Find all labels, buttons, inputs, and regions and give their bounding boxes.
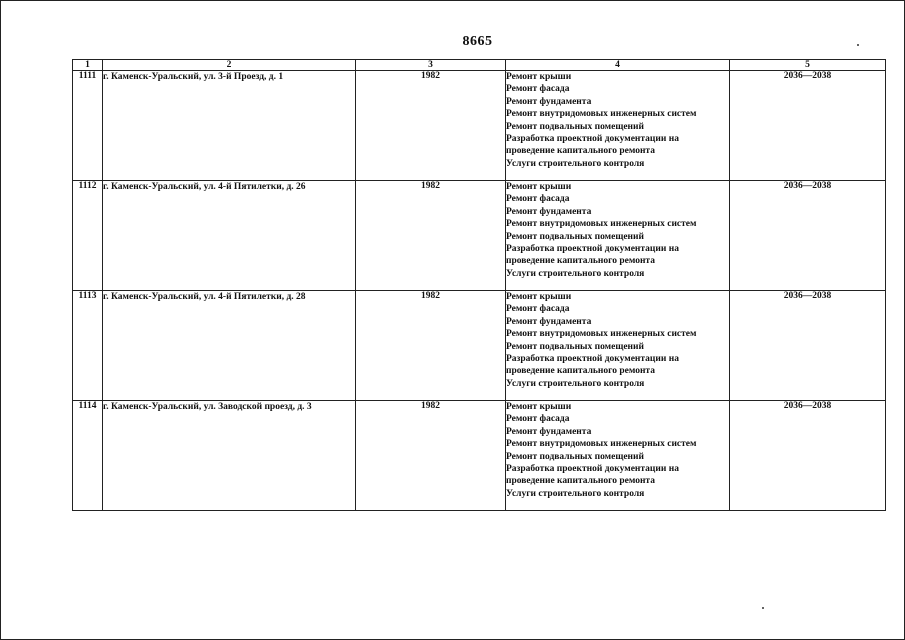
work-item: Ремонт внутридомовых инженерных систем — [506, 219, 697, 230]
work-item: Ремонт фасада — [506, 194, 570, 205]
work-item: Ремонт крыши — [506, 72, 572, 82]
table-row — [73, 181, 886, 291]
table-header-row — [73, 60, 886, 71]
work-item: Ремонт фундамента — [506, 206, 592, 217]
work-item: Разработка проектной документации на — [506, 354, 679, 365]
row-year: 1982 — [356, 401, 506, 511]
row-works — [506, 181, 730, 291]
address-text: г. Каменск-Уральский, ул. 4-й Пятилетки, д. 26 — [103, 182, 306, 192]
work-item: Разработка проектной документации на — [506, 244, 679, 255]
row-address — [103, 181, 356, 291]
work-item: проведение капитального ремонта — [506, 256, 655, 267]
column-header-2: 2 — [103, 60, 356, 71]
column-header-3: 3 — [356, 60, 506, 71]
work-item: Ремонт подвальных помещений — [506, 121, 644, 132]
work-item: Ремонт фундамента — [506, 316, 592, 327]
row-number: 1113 — [73, 291, 103, 401]
row-works — [506, 71, 730, 181]
capital-repair-table — [72, 59, 886, 511]
work-item: Ремонт крыши — [506, 182, 572, 192]
work-item: Ремонт крыши — [506, 292, 572, 302]
row-address — [103, 71, 356, 181]
row-address — [103, 401, 356, 511]
column-header-5: 5 — [730, 60, 886, 71]
row-period: 2036—2038 — [730, 401, 886, 511]
row-year: 1982 — [356, 181, 506, 291]
work-item: Ремонт подвальных помещений — [506, 451, 644, 462]
work-item: проведение капитального ремонта — [506, 146, 655, 157]
column-header-4: 4 — [506, 60, 730, 71]
row-period: 2036—2038 — [730, 71, 886, 181]
work-item: Ремонт подвальных помещений — [506, 341, 644, 352]
work-item: Услуги строительного контроля — [506, 378, 645, 389]
work-item: Разработка проектной документации на — [506, 134, 679, 145]
work-item: Ремонт крыши — [506, 402, 572, 412]
row-number: 1111 — [73, 71, 103, 181]
page-number: 8665 — [462, 34, 493, 49]
table-row — [73, 401, 886, 511]
work-item: Ремонт внутридомовых инженерных систем — [506, 439, 697, 450]
table-row — [73, 291, 886, 401]
address-text: г. Каменск-Уральский, ул. Заводской проезд, д. 3 — [103, 402, 312, 412]
row-works — [506, 401, 730, 511]
work-item: Ремонт фасада — [506, 304, 570, 315]
scan-speck — [857, 44, 859, 46]
column-header-1: 1 — [73, 60, 103, 71]
row-address — [103, 291, 356, 401]
work-item: Услуги строительного контроля — [506, 158, 645, 169]
row-number: 1112 — [73, 181, 103, 291]
row-works — [506, 291, 730, 401]
row-year: 1982 — [356, 71, 506, 181]
work-item: проведение капитального ремонта — [506, 476, 655, 487]
work-item: Ремонт фундамента — [506, 426, 592, 437]
address-text: г. Каменск-Уральский, ул. 3-й Проезд, д. 1 — [103, 72, 284, 82]
table-row — [73, 71, 886, 181]
work-item: Ремонт фундамента — [506, 96, 592, 107]
work-item: проведение капитального ремонта — [506, 366, 655, 377]
scan-speck — [762, 607, 764, 609]
work-item: Услуги строительного контроля — [506, 268, 645, 279]
work-item: Ремонт внутридомовых инженерных систем — [506, 109, 697, 120]
row-year: 1982 — [356, 291, 506, 401]
work-item: Ремонт подвальных помещений — [506, 231, 644, 242]
work-item: Ремонт фасада — [506, 414, 570, 425]
address-text: г. Каменск-Уральский, ул. 4-й Пятилетки, д. 28 — [103, 292, 306, 302]
row-period: 2036—2038 — [730, 181, 886, 291]
work-item: Ремонт внутридомовых инженерных систем — [506, 329, 697, 340]
row-number: 1114 — [73, 401, 103, 511]
row-period: 2036—2038 — [730, 291, 886, 401]
work-item: Услуги строительного контроля — [506, 488, 645, 499]
work-item: Ремонт фасада — [506, 84, 570, 95]
work-item: Разработка проектной документации на — [506, 464, 679, 475]
